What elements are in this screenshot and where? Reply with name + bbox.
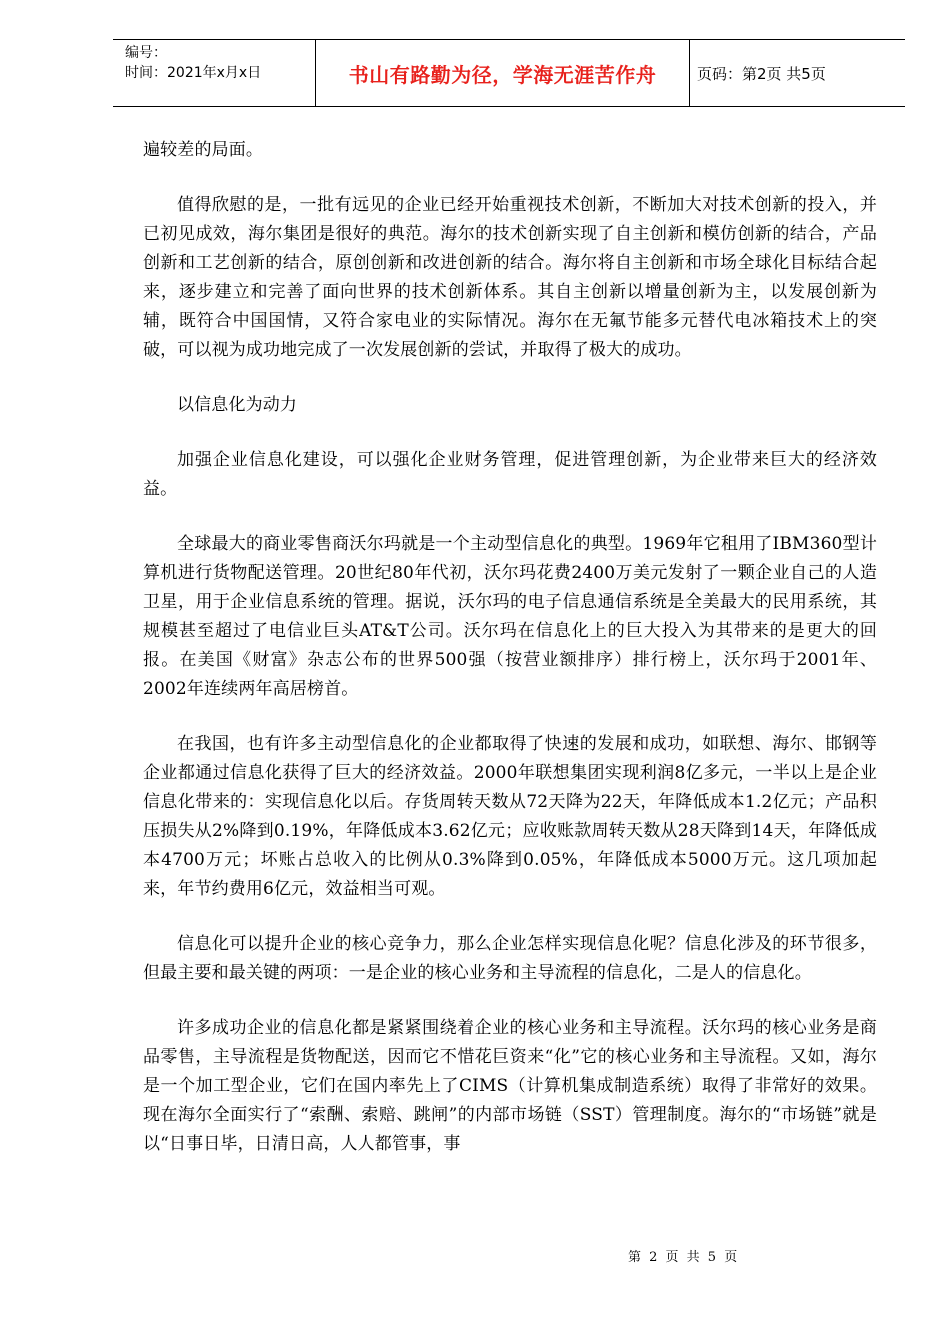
paragraph: 在我国，也有许多主动型信息化的企业都取得了快速的发展和成功，如联想、海尔、邯钢等企业都通过信息化获得了巨大的经济效益。2000年联想集团实现利润8亿多元，一半以上是企业信息化带来的：实现信息化以后。存货周转天数从72天降为22天，年降低成本1.2亿元；产品积压损失从2%降到0.19%，年降低成本3.62亿元；应收账款周转天数从28天降到14天，年降低成本4700万元；坏账占总收入的比例从0.3%降到0.05%，年降低成本5000万元。这几项加起来，年节约费用6亿元，效益相当可观。: [143, 734, 877, 899]
document-number-label: 编号：: [125, 45, 167, 61]
document-time-label: 时间：2021年x月x日: [125, 65, 262, 81]
paragraph: 遍较差的局面。: [143, 140, 264, 160]
header-motto: 书山有路勤为径，学海无涯苦作舟: [316, 40, 690, 106]
page-footer-number: 第 2 页 共 5 页: [628, 1250, 740, 1265]
document-body: [143, 136, 877, 1185]
section-heading: 以信息化为动力: [177, 395, 298, 415]
paragraph: 信息化可以提升企业的核心竞争力，那么企业怎样实现信息化呢？信息化涉及的环节很多，但最主要和最关键的两项：一是企业的核心业务和主导流程的信息化，二是人的信息化。: [143, 934, 877, 983]
header-page-info: 页码：第2页 共5页: [697, 64, 826, 83]
paragraph: 值得欣慰的是，一批有远见的企业已经开始重视技术创新，不断加大对技术创新的投入，并已初见成效，海尔集团是很好的典范。海尔的技术创新实现了自主创新和模仿创新的结合，产品创新和工艺创新的结合，原创创新和改进创新的结合。海尔将自主创新和市场全球化目标结合起来，逐步建立和完善了面向世界的技术创新体系。其自主创新以增量创新为主，以发展创新为辅，既符合中国国情，又符合家电业的实际情况。海尔在无氟节能多元替代电冰箱技术上的突破，可以视为成功地完成了一次发展创新的尝试，并取得了极大的成功。: [143, 195, 877, 360]
paragraph: 许多成功企业的信息化都是紧紧围绕着企业的核心业务和主导流程。沃尔玛的核心业务是商品零售，主导流程是货物配送，因而它不惜花巨资来“化”它的核心业务和主导流程。又如，海尔是一个加工型企业，它们在国内率先上了CIMS（计算机集成制造系统）取得了非常好的效果。现在海尔全面实行了“索酬、索赔、跳闸”的内部市场链（SST）管理制度。海尔的“市场链”就是以“日事日毕，日清日高，人人都管事，事: [143, 1018, 877, 1154]
paragraph: 全球最大的商业零售商沃尔玛就是一个主动型信息化的典型。1969年它租用了IBM360型计算机进行货物配送管理。20世纪80年代初，沃尔玛花费2400万美元发射了一颗企业自己的人造卫星，用于企业信息系统的管理。据说，沃尔玛的电子信息通信系统是全美最大的民用系统，其规模甚至超过了电信业巨头AT&T公司。沃尔玛在信息化上的巨大投入为其带来的是更大的回报。在美国《财富》杂志公布的世界500强（按营业额排序）排行榜上，沃尔玛于2001年、2002年连续两年高居榜首。: [143, 534, 877, 699]
header-meta: [113, 40, 316, 106]
page-header: [113, 39, 905, 107]
paragraph: 加强企业信息化建设，可以强化企业财务管理，促进管理创新，为企业带来巨大的经济效益。: [143, 450, 877, 499]
